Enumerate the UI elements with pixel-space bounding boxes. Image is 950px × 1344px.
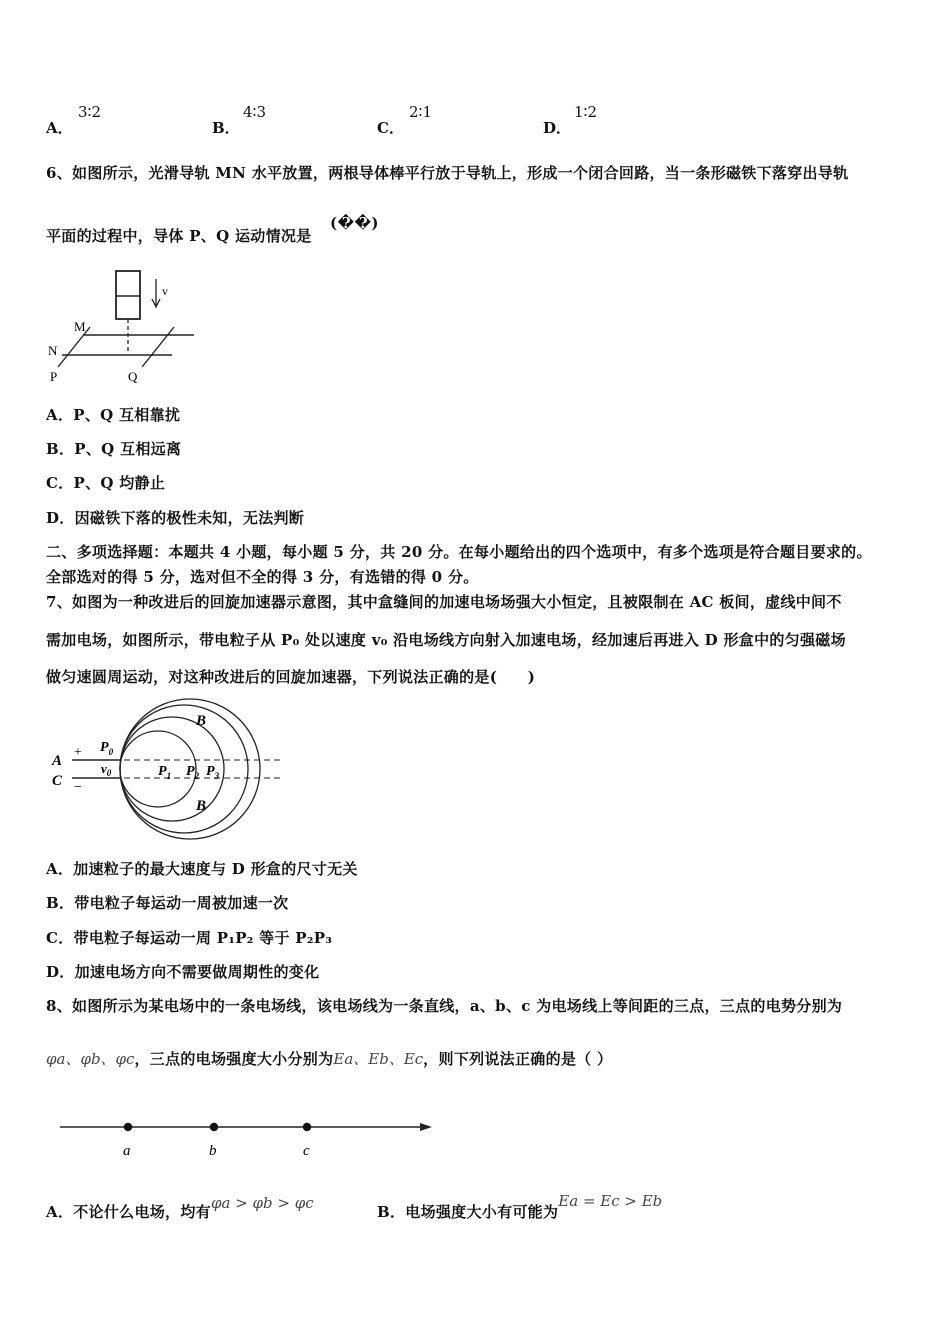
label-plus: + xyxy=(74,745,82,760)
q8-field-strengths: Ea、Eb、Ec xyxy=(333,1050,424,1068)
label-c: C xyxy=(52,773,63,789)
q6-magnet-figure xyxy=(44,265,204,390)
point-a xyxy=(124,1123,132,1131)
q5-option-a-label: A． xyxy=(46,119,73,137)
label-q: Q xyxy=(128,369,138,384)
q8-option-b xyxy=(377,1190,663,1221)
label-p3: $P_3$ xyxy=(206,764,220,781)
q8-stem-mid: ，三点的电场强度大小分别为 xyxy=(134,1050,334,1068)
q7-stem-line3: 做匀速圆周运动，对这种改进后的回旋加速器，下列说法正确的是( ) xyxy=(46,668,536,686)
label-a: a xyxy=(123,1143,131,1159)
point-c xyxy=(303,1123,311,1131)
orbit-3 xyxy=(120,705,248,833)
label-a: A xyxy=(52,753,63,769)
q6-option-c: C．P、Q 均静止 xyxy=(46,474,166,492)
q8-option-a-math: φa > φb > φc xyxy=(210,1194,314,1212)
q7-option-a: A．加速粒子的最大速度与 D 形盒的尺寸无关 xyxy=(46,860,358,878)
point-b xyxy=(210,1123,218,1131)
q7-stem-line2: 需加电场，如图所示，带电粒子从 P₀ 处以速度 v₀ 沿电场线方向射入加速电场，经加速后再进入 D 形盒中的匀强磁场 xyxy=(46,631,846,649)
q8-potentials: φa、φb、φc xyxy=(46,1050,135,1068)
label-p0: $P_0$ xyxy=(100,740,114,757)
q8-option-a-text: A．不论什么电场，均有 xyxy=(46,1203,211,1221)
label-n: N xyxy=(48,343,58,358)
q7-option-d: D．加速电场方向不需要做周期性的变化 xyxy=(46,963,320,981)
label-p2: $P_2$ xyxy=(186,764,200,781)
q7-cyclotron-figure xyxy=(44,694,294,844)
q8-stem-line1: 8、如图所示为某电场中的一条电场线，该电场线为一条直线，a、b、c 为电场线上等间距的三点，三点的电势分别为 xyxy=(46,997,843,1015)
q8-option-b-math: Ea = Ec > Eb xyxy=(558,1192,663,1210)
section2-heading-line2: 全部选对的得 5 分，选对但不全的得 3 分，有选错的得 0 分。 xyxy=(46,568,479,586)
q8-field-line-figure xyxy=(56,1112,441,1162)
q5-option-d-value: 1∶2 xyxy=(574,103,597,121)
q5-option-b-value: 4∶3 xyxy=(243,103,266,121)
label-b: b xyxy=(209,1143,217,1159)
velocity-label: v xyxy=(162,284,168,298)
label-v0: $v_0$ xyxy=(101,761,112,778)
q6-stem-line2: 平面的过程中，导体 P、Q 运动情况是 xyxy=(46,227,312,245)
q6-option-d: D．因磁铁下落的极性未知，无法判断 xyxy=(46,509,305,527)
field-line-arrow xyxy=(420,1123,432,1131)
q5-option-b-label: B． xyxy=(212,119,240,137)
q5-options xyxy=(0,0,950,140)
q8-option-a xyxy=(46,1192,314,1221)
q5-option-c-label: C． xyxy=(377,119,404,137)
label-m: M xyxy=(74,319,86,334)
label-p1: $P_1$ xyxy=(158,764,172,781)
label-b-bottom: B xyxy=(196,798,207,814)
q6-option-b: B．P、Q 互相远离 xyxy=(46,440,182,458)
q7-option-c: C．带电粒子每运动一周 P₁P₂ 等于 P₂P₃ xyxy=(46,929,333,947)
label-minus: − xyxy=(74,780,82,795)
label-b-top: B xyxy=(196,713,207,729)
q6-answer-blank: (��) xyxy=(330,214,379,232)
label-c: c xyxy=(303,1143,310,1159)
q8-stem-line2 xyxy=(46,1048,612,1069)
q5-option-c-value: 2∶1 xyxy=(409,103,432,121)
bar-magnet xyxy=(116,271,140,319)
q6-stem-line1: 6、如图所示，光滑导轨 MN 水平放置，两根导体棒平行放于导轨上，形成一个闭合回路，当一条形磁铁下落穿出导轨 xyxy=(46,164,849,182)
q8-stem-end: ，则下列说法正确的是（ ） xyxy=(423,1050,613,1068)
rod-q xyxy=(142,327,174,367)
q8-option-b-text: B．电场强度大小有可能为 xyxy=(377,1203,559,1221)
section2-heading-line1: 二、多项选择题：本题共 4 小题，每小题 5 分，共 20 分。在每小题给出的四个选项中，有多个选项是符合题目要求的。 xyxy=(46,543,872,561)
q6-option-a: A．P、Q 互相靠扰 xyxy=(46,406,181,424)
q5-option-a-value: 3∶2 xyxy=(78,103,101,121)
q5-option-d-label: D． xyxy=(543,119,572,137)
q7-option-b: B．带电粒子每运动一周被加速一次 xyxy=(46,894,289,912)
q7-stem-line1: 7、如图为一种改进后的回旋加速器示意图，其中盒缝间的加速电场场强大小恒定，且被限制在 AC 板间，虚线中间不 xyxy=(46,593,842,611)
label-p: P xyxy=(50,369,58,384)
